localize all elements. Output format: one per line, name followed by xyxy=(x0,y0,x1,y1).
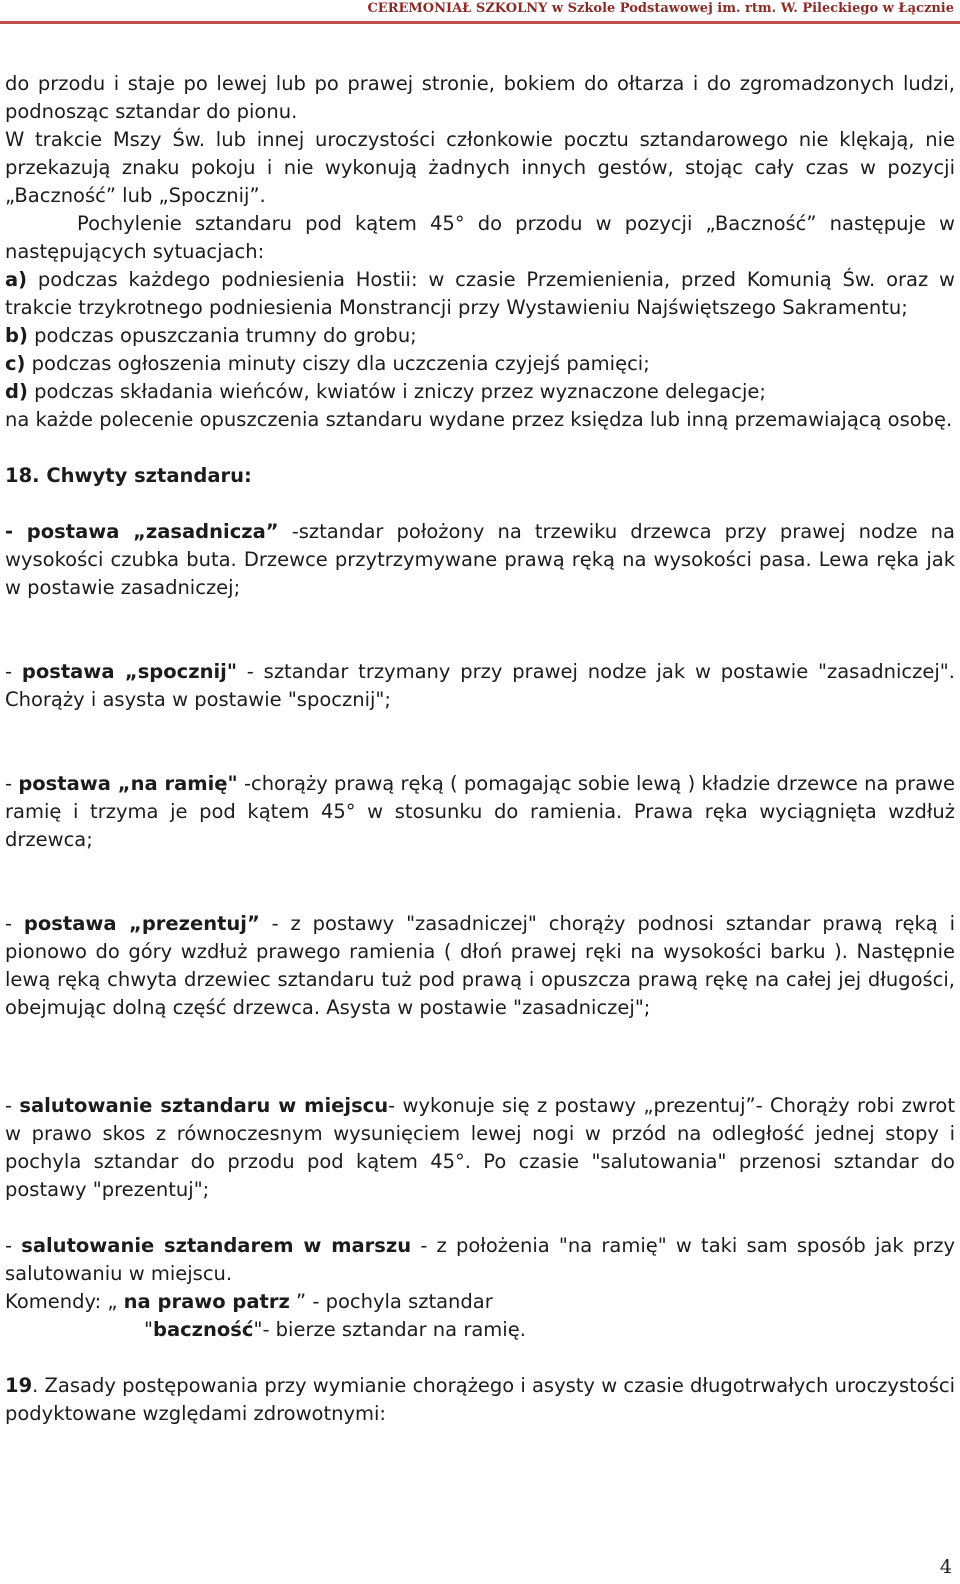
grip-name: postawa „spocznij" xyxy=(21,660,237,683)
grip-text: - z położenia "na ramię" w taki sam sposób jak przy salutowaniu w miejscu. xyxy=(5,1234,955,1285)
grip-prefix: - xyxy=(5,912,24,935)
tilt-item-text: podczas każdego podniesienia Hostii: w czasie Przemienienia, przed Komunią Św. oraz w trakcie trzykrotnego podniesienia Monstrancji przy Wystawieniu Najświętszego Sakramentu; xyxy=(5,268,955,319)
grip-prefix: - xyxy=(5,520,27,543)
page-content xyxy=(5,70,955,1428)
section-19-number: 19 xyxy=(5,1374,33,1397)
grip-name: salutowanie sztandaru w miejscu xyxy=(19,1094,389,1117)
grip-salutowanie-miejsce xyxy=(5,1092,955,1204)
tilt-item-marker: a) xyxy=(5,268,28,291)
grip-name: postawa „prezentuj” xyxy=(23,912,260,935)
section-19-text: . Zasady postępowania przy wymianie chorążego i asysty w czasie długotrwałych uroczystości podyktowane względami zdrowotnymi: xyxy=(5,1374,955,1425)
paragraph-intro-2: W trakcie Mszy Św. lub innej uroczystości członkowie pocztu sztandarowego nie klękają, nie przekazują znaku pokoju i nie wykonują żadnych innych gestów, stojąc cały czas w pozycji „Baczność” lub „Spocznij”. xyxy=(5,128,955,207)
tilt-item-text: podczas ogłoszenia minuty ciszy dla uczczenia czyjejś pamięci; xyxy=(25,352,650,375)
grip-name: postawa „na ramię" xyxy=(18,772,238,795)
grip-name: postawa „zasadnicza” xyxy=(26,520,279,543)
paragraph-tilt-last: na każde polecenie opuszczenia sztandaru wydane przez księdza lub inną przemawiającą osobę. xyxy=(5,408,953,431)
grip-prezentuj xyxy=(5,910,955,1022)
grip-prefix: - xyxy=(5,660,22,683)
grip-prefix: - xyxy=(5,1234,22,1257)
grip-prefix: - xyxy=(5,772,19,795)
header-rule xyxy=(0,21,960,24)
commands-label: Komendy: xyxy=(5,1290,102,1313)
command-name: baczność xyxy=(152,1318,254,1341)
command-pre: „ xyxy=(101,1290,124,1313)
page-number: 4 xyxy=(939,1556,952,1578)
grip-name: salutowanie sztandarem w marszu xyxy=(21,1234,412,1257)
section-19 xyxy=(5,1372,955,1428)
grip-text: - z postawy "zasadniczej" chorąży podnosi sztandar prawą ręką i pionowo do góry wzdłuż prawego ramienia ( dłoń prawej ręki na wysokości barku ). Następnie lewą ręką chwyta drzewiec sztandaru tuż pod prawą i opuszcza prawą rękę na całej jej długości, obejmując dolną część drzewca. Asysta w postawie "zasadniczej"; xyxy=(5,912,955,1019)
command-line-2 xyxy=(5,1316,955,1344)
section-18-title: 18. Chwyty sztandaru: xyxy=(5,464,252,487)
tilt-item-text: podczas składania wieńców, kwiatów i zniczy przez wyznaczone delegacje; xyxy=(27,380,766,403)
grip-zasadnicza xyxy=(5,518,955,602)
grip-text: - wykonuje się z postawy „prezentuj”- Chorąży robi zwrot w prawo skos z równoczesnym wysunięciem lewej nogi w przód na odległość jednej stopy i pochyla sztandar do przodu pod kątem 45°. Po czasie "salutowania" przenosi sztandar do postawy "prezentuj"; xyxy=(5,1094,955,1201)
grip-text: - sztandar trzymany przy prawej nodze jak w postawie "zasadniczej". Chorąży i asysta w postawie "spocznij"; xyxy=(5,660,955,711)
paragraph-tilt-intro: Pochylenie sztandaru pod kątem 45° do przodu w pozycji „Baczność” następuje w następujących sytuacjach: xyxy=(5,212,955,263)
tilt-item-d xyxy=(5,378,955,406)
running-header: CEREMONIAŁ SZKOLNY w Szkole Podstawowej im. rtm. W. Pileckiego w Łącznie xyxy=(367,1,954,16)
command-name: na prawo patrz xyxy=(123,1290,290,1313)
command-post: ” - pochyla sztandar xyxy=(289,1290,493,1313)
grip-prefix: - xyxy=(5,1094,20,1117)
grip-spocznij xyxy=(5,658,955,714)
grip-text: -chorąży prawą ręką ( pomagając sobie lewą ) kładzie drzewce na prawe ramię i trzyma je pod kątem 45° w stosunku do ramienia. Prawa ręka wyciągnięta wzdłuż drzewca; xyxy=(5,772,955,851)
tilt-item-c xyxy=(5,350,955,378)
tilt-item-marker: c) xyxy=(5,352,26,375)
command-pre: " xyxy=(144,1318,153,1341)
command-line-1 xyxy=(5,1288,955,1316)
tilt-item-marker: b) xyxy=(5,324,28,347)
tilt-item-marker: d) xyxy=(5,380,28,403)
grip-salutowanie-marsz xyxy=(5,1232,955,1288)
paragraph-intro-1: do przodu i staje po lewej lub po prawej stronie, bokiem do ołtarza i do zgromadzonych ludzi, podnosząc sztandar do pionu. xyxy=(5,72,955,123)
tilt-item-text: podczas opuszczania trumny do grobu; xyxy=(27,324,417,347)
tilt-item-b xyxy=(5,322,955,350)
command-post: "- bierze sztandar na ramię. xyxy=(253,1318,526,1341)
grip-text: -sztandar położony na trzewiku drzewca przy prawej nodze na wysokości czubka buta. Drzewce przytrzymywane prawą ręką na wysokości pasa. Lewa ręka jak w postawie zasadniczej; xyxy=(5,520,955,599)
tilt-item-a xyxy=(5,266,955,322)
grip-na-ramie xyxy=(5,770,955,854)
